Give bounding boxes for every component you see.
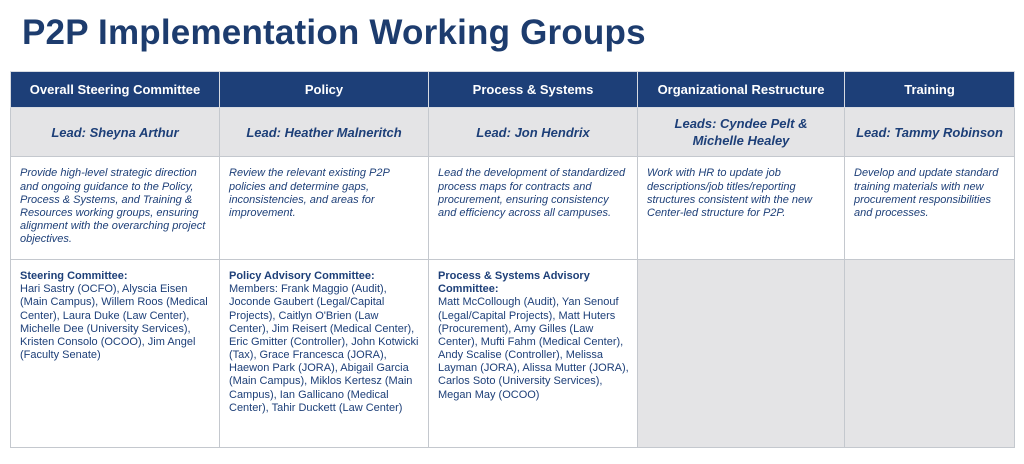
- description-training: Develop and update standard training materials with new procurement responsibilities and processes.: [854, 167, 999, 219]
- description-steering: Provide high-level strategic direction and ongoing guidance to the Policy, Process & Systems, and Training & Resources working groups, ensuring alignment with the overarching project objectives.: [20, 167, 206, 246]
- lead-org-restructure-text: Leads: Cyndee Pelt & Michelle Healey: [674, 115, 808, 149]
- members-org-restructure-cell: [638, 259, 845, 447]
- members-process-systems-cell: [429, 259, 638, 447]
- members-training-cell: [845, 259, 1015, 447]
- lead-policy: Lead: Heather Malneritch: [220, 108, 429, 157]
- members-steering-cell: [11, 259, 220, 447]
- lead-org-restructure: [638, 108, 845, 157]
- members-row: [11, 259, 1015, 447]
- page-title: P2P Implementation Working Groups: [22, 13, 646, 52]
- lead-row: [11, 108, 1015, 157]
- members-heading-steering: Steering Committee:: [20, 269, 128, 282]
- description-row: [11, 157, 1015, 260]
- column-header-policy: Policy: [220, 72, 429, 108]
- column-header-process-systems: Process & Systems: [429, 72, 638, 108]
- description-training-cell: [845, 157, 1015, 260]
- description-org-restructure-cell: [638, 157, 845, 260]
- lead-steering: Lead: Sheyna Arthur: [11, 108, 220, 157]
- column-header-org-restructure: Organizational Restructure: [638, 72, 845, 108]
- description-steering-cell: [11, 157, 220, 260]
- header-row: [11, 72, 1015, 108]
- description-org-restructure: Work with HR to update job descriptions/job titles/reporting structures consistent with the new Center-led structure for P2P.: [647, 167, 813, 219]
- description-policy-cell: [220, 157, 429, 260]
- lead-process-systems: Lead: Jon Hendrix: [429, 108, 638, 157]
- description-process-systems-cell: [429, 157, 638, 260]
- members-heading-policy: Policy Advisory Committee:: [229, 269, 375, 282]
- column-header-training: Training: [845, 72, 1015, 108]
- description-process-systems: Lead the development of standardized process maps for contracts and procurement, ensuring consistency and efficiency across all campuses.: [438, 167, 626, 219]
- members-policy-cell: [220, 259, 429, 447]
- description-policy: Review the relevant existing P2P policies and determine gaps, inconsistencies, and areas for improvement.: [229, 167, 390, 219]
- working-groups-table: [10, 71, 1015, 448]
- column-header-steering: Overall Steering Committee: [11, 72, 220, 108]
- lead-training: Lead: Tammy Robinson: [845, 108, 1015, 157]
- members-steering: Hari Sastry (OCFO), Alyscia Eisen (Main Campus), Willem Roos (Medical Center), Laura Duke (Law Center), Michelle Dee (University Services), Kristen Consolo (OCOO), Jim Angel (Faculty Senate): [20, 283, 208, 362]
- members-process-systems: Matt McCollough (Audit), Yan Senouf (Legal/Capital Projects), Matt Huters (Procurement), Amy Gilles (Law Center), Mufti Fahm (Medical Center), Andy Scalise (Controller), Melissa Layman (JORA), Alissa Mutter (JORA), Carlos Soto (University Services), Megan May (OCOO): [438, 296, 629, 401]
- members-heading-process-systems: Process & Systems Advisory Committee:: [438, 269, 590, 296]
- members-policy: Members: Frank Maggio (Audit), Joconde Gaubert (Legal/Capital Projects), Caitlyn O'Brien (Law Center), Jim Reisert (Medical Center), Eric Gmitter (Controller), John Kotwicki (Tax), Grace Francesca (JORA), Haewon Park (JORA), Abigail Garcia (Main Campus), Miklos Kertesz (Main Campus), Ian Gallicano (Medical Center), Tahir Duckett (Law Center): [229, 283, 419, 414]
